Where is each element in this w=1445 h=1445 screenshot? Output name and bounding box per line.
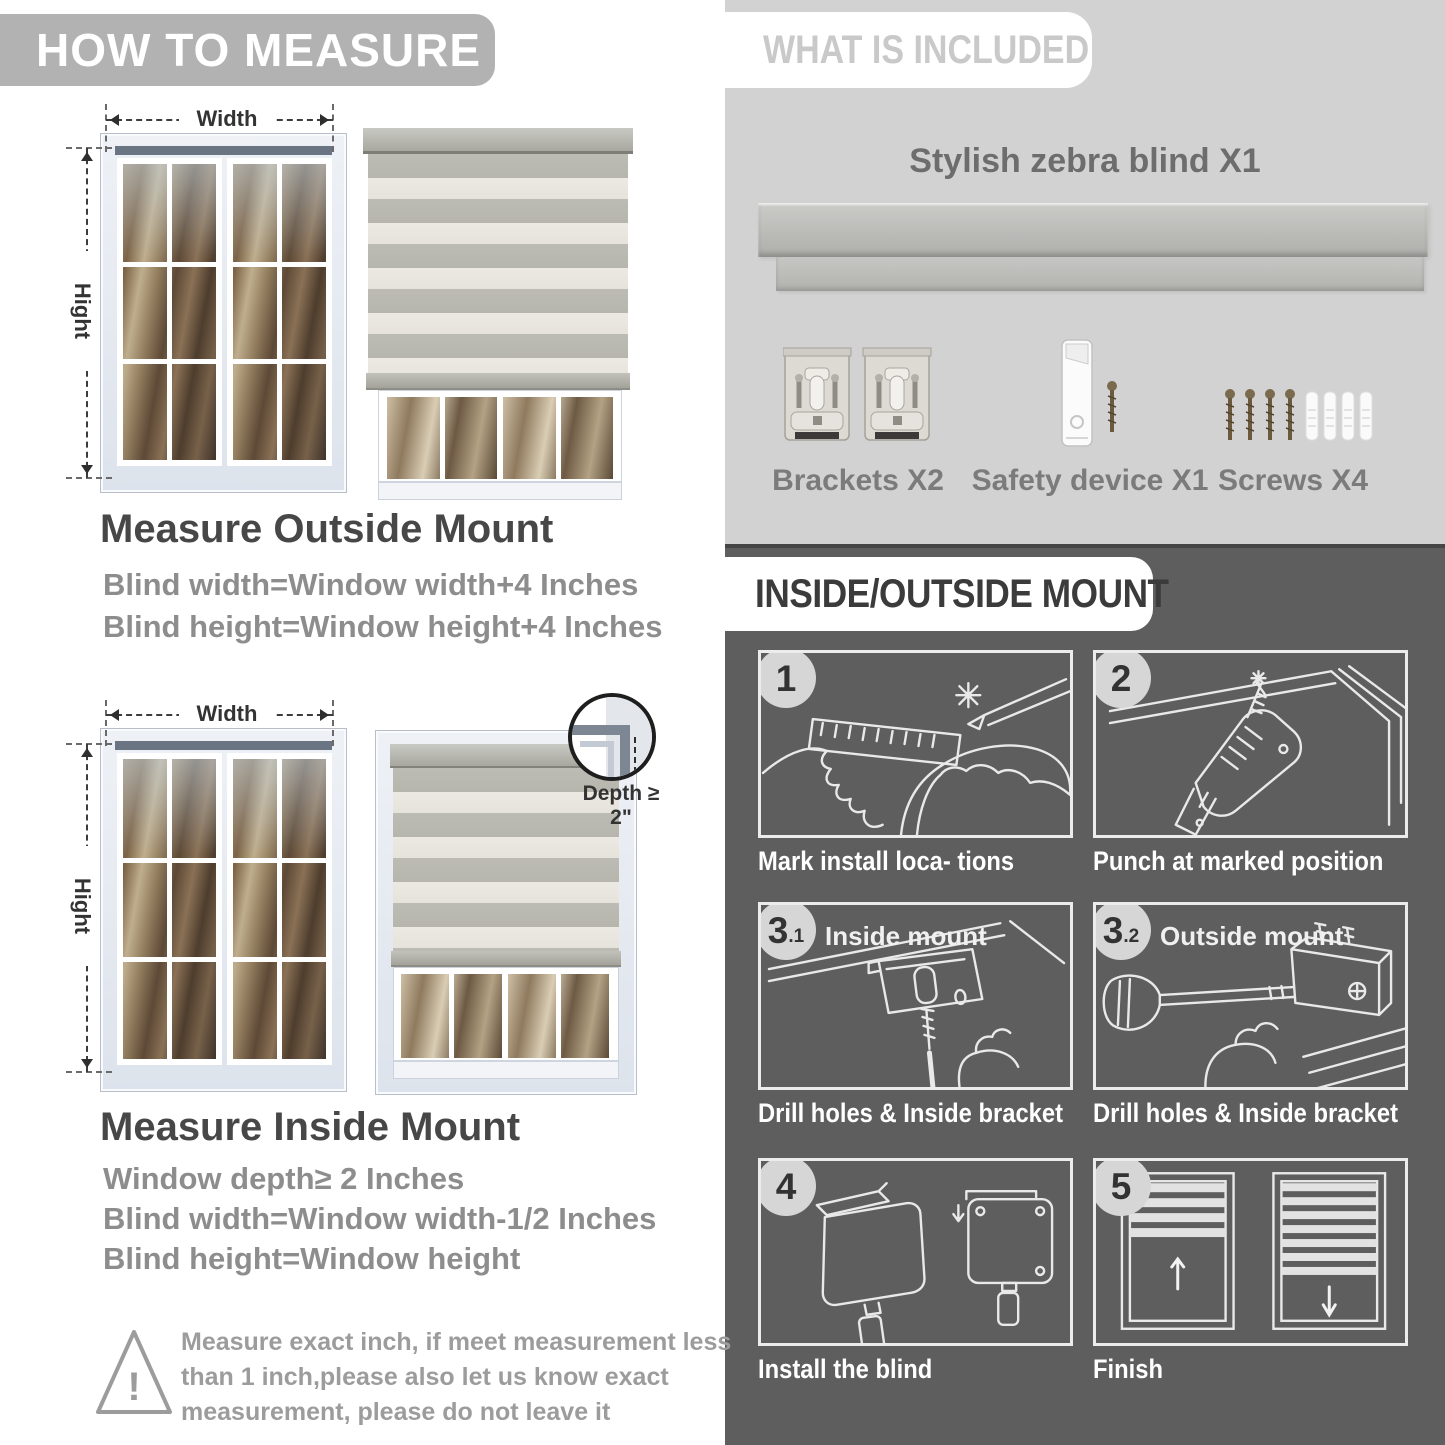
outside-mount-line-1: Blind width=Window width+4 Inches <box>103 567 639 602</box>
step-caption-2: Punch at marked position <box>1093 846 1384 876</box>
width-label: Width <box>179 106 275 132</box>
window-door-left <box>117 158 222 466</box>
step-number-badge: 5 <box>1093 1158 1151 1216</box>
step-panel-title: Outside mount <box>1160 921 1344 951</box>
headrail-valance-image <box>776 257 1424 291</box>
screw-icon <box>1285 389 1295 440</box>
step-number-badge: 2 <box>1093 650 1151 708</box>
svg-text:!: ! <box>127 1365 141 1409</box>
height-label: Hight <box>69 846 95 966</box>
screw-icon <box>1265 389 1275 440</box>
brackets-icon <box>783 346 933 446</box>
screw-icon <box>1107 381 1117 432</box>
window-door-right <box>227 158 332 466</box>
inside-mount-line-2: Blind width=Window width-1/2 Inches <box>103 1201 657 1236</box>
anchor-icon <box>1360 392 1372 440</box>
warning-line-3: measurement, please do not leave it <box>181 1398 611 1426</box>
step-panel-1 <box>758 650 1073 838</box>
warning-line-2: than 1 inch,please also let us know exact <box>181 1363 669 1391</box>
outside-mount-line-2: Blind height=Window height+4 Inches <box>103 609 663 644</box>
headrail-image <box>758 203 1428 257</box>
arrow-up-icon <box>1172 1259 1184 1289</box>
inside-outside-mount-header: INSIDE/OUTSIDE MOUNT <box>725 557 1153 631</box>
anchor-icon <box>1324 392 1336 440</box>
inside-mount-line-1: Window depth≥ 2 Inches <box>103 1161 465 1196</box>
width-label: Width <box>179 701 275 727</box>
step-number-badge: 1 <box>758 650 816 708</box>
window-lower-part <box>378 390 622 500</box>
step-panel-3-1 <box>758 902 1073 1090</box>
blind-headrail <box>363 128 633 154</box>
warning-line-1: Measure exact inch, if meet measurement less <box>181 1328 732 1356</box>
window-top-channel <box>115 146 332 155</box>
screws-label: Screws X4 <box>1217 464 1369 497</box>
step-caption-1: Mark install loca- tions <box>758 846 1015 876</box>
safety-device-label: Safety device X1 <box>971 464 1209 497</box>
brackets-label: Brackets X2 <box>772 464 944 497</box>
inside-mount-line-3: Blind height=Window height <box>103 1241 521 1276</box>
how-to-measure-header: HOW TO MEASURE <box>0 14 495 86</box>
depth-magnifier-icon <box>568 693 656 781</box>
step-caption-3-1: Drill holes & Inside bracket <box>758 1098 1064 1128</box>
step-panel-4 <box>758 1158 1073 1346</box>
blind-bottom-rail <box>391 951 621 967</box>
safety-device-icon <box>1060 338 1126 450</box>
step-number-badge: 3 .2 <box>1093 902 1151 960</box>
arrow-down-icon <box>1323 1287 1335 1315</box>
anchor-icon <box>1342 392 1354 440</box>
depth-label: Depth ≥ 2" <box>582 782 660 829</box>
step-number-badge: 4 <box>758 1158 816 1216</box>
inside-mount-window-illustration <box>100 728 347 1092</box>
step-number-badge: 3 .1 <box>758 902 816 960</box>
anchor-icon <box>1306 392 1318 440</box>
height-label: Hight <box>69 251 95 371</box>
step-panel-2 <box>1093 650 1408 838</box>
step-panel-5 <box>1093 1158 1408 1346</box>
window-lower-part <box>393 967 619 1079</box>
screw-icon <box>1225 389 1235 440</box>
screws-anchors-icon <box>1222 388 1374 444</box>
outside-mount-window-illustration <box>100 133 347 493</box>
step-caption-3-2: Drill holes & Inside bracket <box>1093 1098 1399 1128</box>
step-panel-title: Inside mount <box>825 921 987 951</box>
measure-inside-mount-title: Measure Inside Mount <box>100 1105 521 1149</box>
window-door-left <box>117 753 222 1065</box>
step-panel-3-2 <box>1093 902 1408 1090</box>
step-caption-5: Finish <box>1093 1354 1163 1384</box>
product-title: Stylish zebra blind X1 <box>909 142 1261 180</box>
measure-outside-mount-title: Measure Outside Mount <box>100 507 554 551</box>
blind-striped-body <box>368 154 628 373</box>
window-top-channel <box>115 741 332 750</box>
step-caption-4: Install the blind <box>758 1354 933 1384</box>
what-is-included-header: WHAT IS INCLUDED <box>725 12 1092 88</box>
window-door-right <box>227 753 332 1065</box>
screw-icon <box>1245 389 1255 440</box>
warning-triangle-icon <box>92 1324 176 1420</box>
blind-bottom-rail <box>366 373 630 390</box>
